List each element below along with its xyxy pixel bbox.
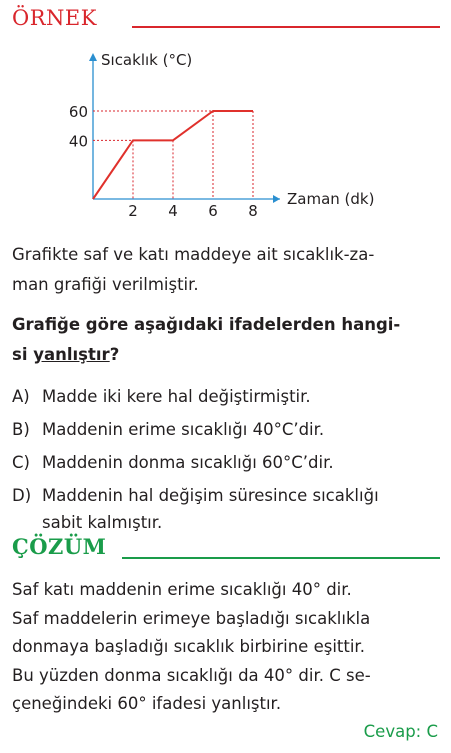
option-b-letter: B) [12,420,30,439]
option-d[interactable] [12,481,379,511]
solution-text [12,576,440,719]
example-divider [132,26,440,28]
solution-heading: ÇÖZÜM [12,534,107,559]
option-b[interactable] [12,415,324,445]
option-c-letter: C) [12,453,30,472]
answer-label: Cevap: C [363,722,438,741]
solution-line-2: Saf maddelerin erimeye başladığı sıcaklıkla [12,608,371,628]
option-a-letter: A) [12,387,30,406]
y-tick-label-60: 60 [68,103,88,121]
y-axis-arrow-icon [89,53,97,61]
solution-divider [122,557,440,559]
question-prompt [12,310,440,370]
solution-line-4: Bu yüzden donma sıcaklığı da 40° dir. C se- [12,665,371,685]
prompt-line-1: Grafiğe göre aşağıdaki ifadelerden hangi- [12,315,401,334]
question-intro [12,240,440,300]
x-tick-label-8: 8 [248,202,258,220]
intro-line-1: Grafikte saf ve katı maddeye ait sıcaklık-za- [12,245,375,264]
option-c-text: Maddenin donma sıcaklığı 60°C’dir. [42,453,334,472]
x-tick-label-2: 2 [128,202,138,220]
prompt-line-2-end: ? [109,345,120,364]
solution-line-1: Saf katı maddenin erime sıcaklığı 40° dir. [12,580,352,599]
option-b-text: Maddenin erime sıcaklığı 40°C’dir. [42,420,325,439]
prompt-keyword: yanlıştır [33,345,110,364]
solution-line-5: çeneğindeki 60° ifadesi yanlıştır. [12,694,282,713]
y-tick-label-40: 40 [68,132,88,151]
option-d-text: Maddenin hal değişim süresince sıcaklığı [42,486,379,505]
x-axis-title: Zaman (dk) [287,190,375,208]
option-d-letter: D) [12,486,32,505]
x-tick-label-6: 6 [208,202,218,220]
x-axis-arrow-icon [273,195,280,203]
x-tick-label-4: 4 [168,202,178,220]
intro-line-2: man grafiği verilmiştir. [12,275,199,294]
y-axis-title: Sıcaklık (°C) [101,51,193,69]
option-c[interactable] [12,448,334,478]
option-a[interactable] [12,382,311,412]
solution-line-3: donmaya başladığı sıcaklık birbirine eşittir. [12,637,365,656]
temperature-time-chart [0,40,451,230]
prompt-line-2-start: si [12,345,34,364]
option-d-continuation: sabit kalmıştır. [42,513,163,532]
example-heading: ÖRNEK [12,6,97,30]
option-a-text: Madde iki kere hal değiştirmiştir. [42,387,311,406]
